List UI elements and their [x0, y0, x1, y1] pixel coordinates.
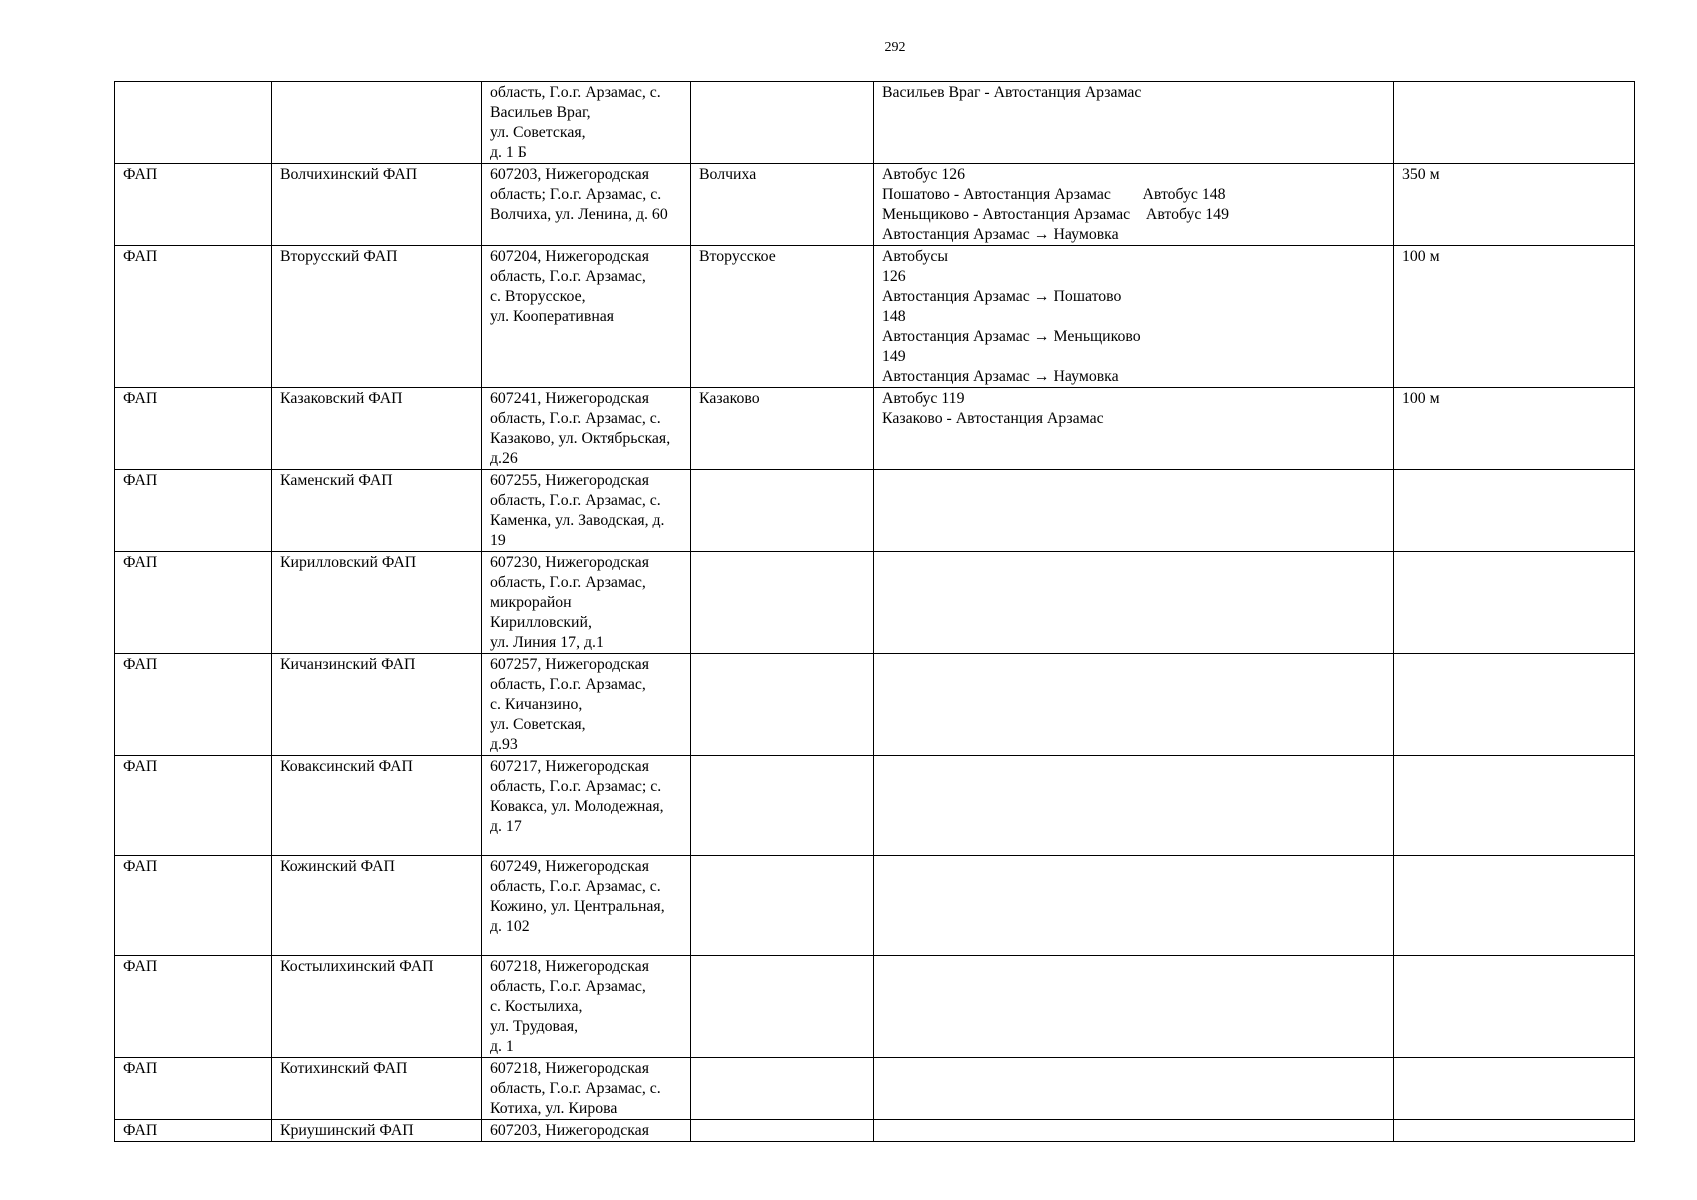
- routes-cell: [874, 388, 1394, 470]
- route-line: Меньщиково - Автостанция Арзамас Автобус 149: [882, 206, 1229, 223]
- facility-type-cell: ФАП: [115, 956, 272, 1058]
- route-line: Пошатово - Автостанция Арзамас Автобус 148: [882, 186, 1226, 203]
- routes-cell: [874, 756, 1394, 856]
- address-cell: 607255, Нижегородская область, Г.о.г. Арзамас, с. Каменка, ул. Заводская, д. 19: [482, 470, 691, 552]
- facility-type-cell: ФАП: [115, 1120, 272, 1142]
- route-line: Автостанция Арзамас → Наумовка: [882, 368, 1119, 385]
- facility-name-cell: Каменский ФАП: [272, 470, 482, 552]
- table-row: [115, 756, 1635, 856]
- locality-cell: [691, 956, 874, 1058]
- distance-cell: [1394, 856, 1635, 956]
- address-cell: 607203, Нижегородская: [482, 1120, 691, 1142]
- address-cell: 607230, Нижегородская область, Г.о.г. Арзамас, микрорайон Кирилловский, ул. Линия 17, д.1: [482, 552, 691, 654]
- facility-type-cell: ФАП: [115, 856, 272, 956]
- table-body: [115, 82, 1635, 1142]
- distance-cell: [1394, 756, 1635, 856]
- locality-cell: Казаково: [691, 388, 874, 470]
- address-cell: 607204, Нижегородская область, Г.о.г. Арзамас, с. Вторусское, ул. Кооперативная: [482, 246, 691, 388]
- routes-cell: [874, 1058, 1394, 1120]
- table-row: [115, 1120, 1635, 1142]
- facility-name-cell: Коваксинский ФАП: [272, 756, 482, 856]
- facility-type-cell: ФАП: [115, 1058, 272, 1120]
- route-line: 149: [882, 348, 906, 365]
- route-line: Автобус 119: [882, 390, 965, 407]
- address-cell: 607257, Нижегородская область, Г.о.г. Арзамас, с. Кичанзино, ул. Советская, д.93: [482, 654, 691, 756]
- route-line: Автобус 126: [882, 166, 966, 183]
- page-number: 292: [884, 40, 906, 55]
- table-row: [115, 388, 1635, 470]
- facility-type-cell: ФАП: [115, 654, 272, 756]
- locality-cell: [691, 856, 874, 956]
- routes-cell: [874, 552, 1394, 654]
- distance-cell: [1394, 470, 1635, 552]
- facility-name-cell: Криушинский ФАП: [272, 1120, 482, 1142]
- routes-cell: [874, 956, 1394, 1058]
- address-cell: 607218, Нижегородская область, Г.о.г. Арзамас, с. Котиха, ул. Кирова: [482, 1058, 691, 1120]
- distance-cell: 100 м: [1394, 388, 1635, 470]
- routes-cell: [874, 164, 1394, 246]
- table-row: [115, 552, 1635, 654]
- route-line: Автобусы: [882, 248, 949, 265]
- routes-cell: [874, 1120, 1394, 1142]
- facility-name-cell: Кожинский ФАП: [272, 856, 482, 956]
- route-line: 126: [882, 268, 906, 285]
- facility-type-cell: ФАП: [115, 756, 272, 856]
- distance-cell: [1394, 956, 1635, 1058]
- facility-name-cell: Кичанзинский ФАП: [272, 654, 482, 756]
- distance-cell: [1394, 654, 1635, 756]
- distance-cell: 100 м: [1394, 246, 1635, 388]
- table-row: [115, 956, 1635, 1058]
- table-row: [115, 82, 1635, 164]
- facilities-table: [114, 81, 1635, 1142]
- route-line: Автостанция Арзамас → Меньщиково: [882, 328, 1141, 345]
- distance-cell: [1394, 82, 1635, 164]
- locality-cell: [691, 552, 874, 654]
- table-row: [115, 856, 1635, 956]
- locality-cell: Вторусское: [691, 246, 874, 388]
- address-cell: область, Г.о.г. Арзамас, с. Васильев Враг, ул. Советская, д. 1 Б: [482, 82, 691, 164]
- routes-cell: [874, 856, 1394, 956]
- routes-cell: [874, 654, 1394, 756]
- table-row: [115, 1058, 1635, 1120]
- distance-cell: [1394, 552, 1635, 654]
- address-cell: 607217, Нижегородская область, Г.о.г. Арзамас; с. Ковакса, ул. Молодежная, д. 17: [482, 756, 691, 856]
- facility-type-cell: [115, 82, 272, 164]
- address-cell: 607249, Нижегородская область, Г.о.г. Арзамас, с. Кожино, ул. Центральная, д. 102: [482, 856, 691, 956]
- distance-cell: [1394, 1120, 1635, 1142]
- facility-name-cell: Волчихинский ФАП: [272, 164, 482, 246]
- facility-name-cell: Вторусский ФАП: [272, 246, 482, 388]
- route-line: Автостанция Арзамас → Пошатово: [882, 288, 1122, 305]
- locality-cell: [691, 1058, 874, 1120]
- table-row: [115, 654, 1635, 756]
- facility-type-cell: ФАП: [115, 470, 272, 552]
- table-row: [115, 246, 1635, 388]
- locality-cell: [691, 654, 874, 756]
- route-line: 148: [882, 308, 906, 325]
- locality-cell: [691, 756, 874, 856]
- locality-cell: [691, 470, 874, 552]
- routes-cell: [874, 470, 1394, 552]
- facility-name-cell: Котихинский ФАП: [272, 1058, 482, 1120]
- locality-cell: [691, 1120, 874, 1142]
- locality-cell: [691, 82, 874, 164]
- facility-name-cell: Кирилловский ФАП: [272, 552, 482, 654]
- address-cell: 607218, Нижегородская область, Г.о.г. Арзамас, с. Костылиха, ул. Трудовая, д. 1: [482, 956, 691, 1058]
- table-row: [115, 164, 1635, 246]
- table-row: [115, 470, 1635, 552]
- route-line: Васильев Враг - Автостанция Арзамас: [882, 84, 1142, 101]
- facility-name-cell: Казаковский ФАП: [272, 388, 482, 470]
- routes-cell: [874, 246, 1394, 388]
- distance-cell: 350 м: [1394, 164, 1635, 246]
- address-cell: 607203, Нижегородская область; Г.о.г. Арзамас, с. Волчиха, ул. Ленина, д. 60: [482, 164, 691, 246]
- route-line: Автостанция Арзамас → Наумовка: [882, 226, 1119, 243]
- facility-name-cell: [272, 82, 482, 164]
- address-cell: 607241, Нижегородская область, Г.о.г. Арзамас, с. Казаково, ул. Октябрьская, д.26: [482, 388, 691, 470]
- routes-cell: [874, 82, 1394, 164]
- facility-type-cell: ФАП: [115, 552, 272, 654]
- facility-type-cell: ФАП: [115, 164, 272, 246]
- route-line: Казаково - Автостанция Арзамас: [882, 410, 1104, 427]
- facility-type-cell: ФАП: [115, 388, 272, 470]
- locality-cell: Волчиха: [691, 164, 874, 246]
- facility-type-cell: ФАП: [115, 246, 272, 388]
- facility-name-cell: Костылихинский ФАП: [272, 956, 482, 1058]
- distance-cell: [1394, 1058, 1635, 1120]
